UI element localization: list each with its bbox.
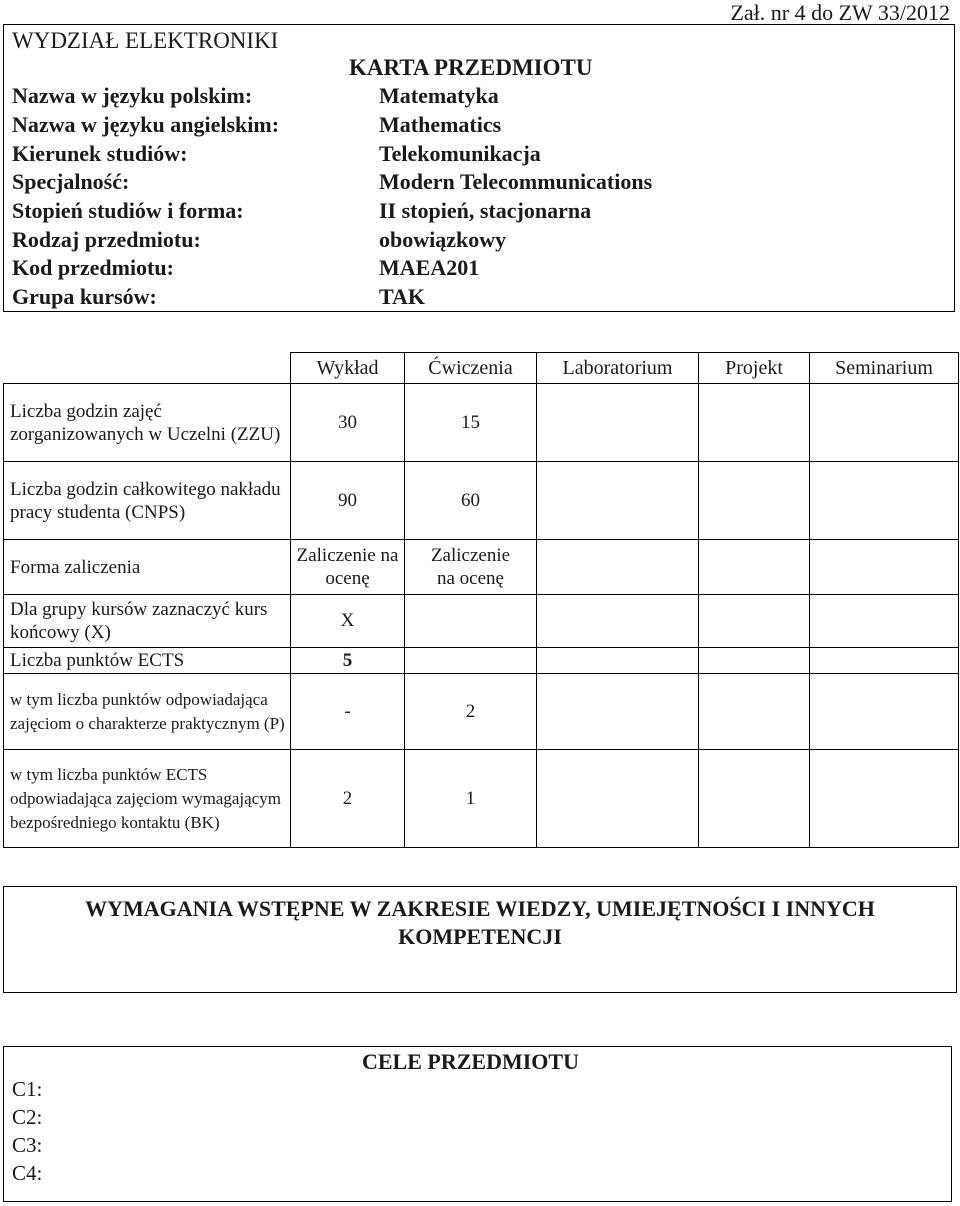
table-cell: 30: [291, 384, 405, 462]
table-row: [4, 750, 959, 848]
table-cell: [810, 750, 959, 848]
header-row-label: Nazwa w języku angielskim:: [12, 112, 280, 137]
prerequisites-title: WYMAGANIA WSTĘPNE W ZAKRESIE WIEDZY, UMIEJĘTNOŚCI I INNYCH KOMPETENCJI: [85, 896, 875, 949]
header-row-value: Modern Telecommunications: [379, 169, 653, 194]
table-cell: [699, 384, 810, 462]
objectives-box: [3, 1046, 952, 1202]
header-row-label: Specjalność:: [12, 169, 130, 194]
column-header-project: Projekt: [699, 353, 810, 384]
row-label: Dla grupy kursów zaznaczyć kurs końcowy (X): [4, 595, 291, 648]
table-cell: 5: [291, 648, 405, 674]
row-label: Liczba punktów ECTS: [4, 648, 291, 674]
faculty-name: WYDZIAŁ ELEKTRONIKI: [12, 28, 279, 53]
objectives-title: CELE PRZEDMIOTU: [362, 1049, 579, 1074]
header-row-label: Kierunek studiów:: [12, 141, 188, 166]
prerequisites-box: [3, 886, 957, 993]
attachment-note: Zał. nr 4 do ZW 33/2012: [730, 0, 950, 25]
table-corner-cell: [4, 353, 291, 384]
table-cell: 60: [405, 462, 537, 540]
table-header-row: [4, 353, 959, 384]
table-row: [4, 674, 959, 750]
table-cell: X: [291, 595, 405, 648]
table-cell: [810, 674, 959, 750]
table-cell: [810, 540, 959, 595]
table-row: [4, 384, 959, 462]
column-header-laboratory: Laboratorium: [537, 353, 699, 384]
table-cell: [537, 540, 699, 595]
hours-table: [3, 352, 959, 848]
table-cell: 1: [405, 750, 537, 848]
table-cell: [699, 750, 810, 848]
row-label: Liczba godzin zajęć zorganizowanych w Uczelni (ZZU): [4, 384, 291, 462]
table-cell: [537, 595, 699, 648]
objective-item: C3:: [12, 1133, 43, 1157]
header-row-value: TAK: [379, 284, 426, 309]
header-row-value: obowiązkowy: [379, 227, 507, 252]
table-cell: [405, 595, 537, 648]
table-cell: [699, 462, 810, 540]
table-cell: [810, 462, 959, 540]
header-row-value: II stopień, stacjonarna: [379, 198, 592, 223]
header-row-value: MAEA201: [379, 255, 480, 280]
header-row-label: Kod przedmiotu:: [12, 255, 174, 280]
table-cell: [405, 648, 537, 674]
column-header-seminar: Seminarium: [810, 353, 959, 384]
table-cell: 90: [291, 462, 405, 540]
table-cell: [537, 648, 699, 674]
header-row-value: Matematyka: [379, 83, 499, 108]
card-title: KARTA PRZEDMIOTU: [349, 55, 593, 80]
table-cell: [537, 462, 699, 540]
table-row: [4, 595, 959, 648]
table-cell: [699, 648, 810, 674]
table-row: [4, 648, 959, 674]
objective-item: C4:: [12, 1161, 43, 1185]
header-row-value: Telekomunikacja: [379, 141, 541, 166]
table-cell: [810, 648, 959, 674]
table-cell: [537, 674, 699, 750]
objectives-list: [12, 1075, 42, 1187]
row-label: w tym liczba punktów ECTS odpowiadająca zajęciom wymagającym bezpośredniego kontaktu (BK): [4, 750, 291, 848]
table-cell: 2: [291, 750, 405, 848]
course-header-box: [3, 24, 955, 312]
table-cell: 15: [405, 384, 537, 462]
table-cell: [537, 750, 699, 848]
table-cell: [699, 674, 810, 750]
header-row-label: Stopień studiów i forma:: [12, 198, 244, 223]
row-label: w tym liczba punktów odpowiadająca zajęciom o charakterze praktycznym (P): [4, 674, 291, 750]
row-label: Forma zaliczenia: [4, 540, 291, 595]
objective-item: C2:: [12, 1105, 43, 1129]
header-row-value: Mathematics: [379, 112, 502, 137]
table-cell: [810, 595, 959, 648]
column-header-exercises: Ćwiczenia: [405, 353, 537, 384]
table-cell: [537, 384, 699, 462]
header-row-label: Grupa kursów:: [12, 284, 157, 309]
table-cell: [810, 384, 959, 462]
row-label: Liczba godzin całkowitego nakładu pracy studenta (CNPS): [4, 462, 291, 540]
table-cell: Zaliczenie na ocenę: [291, 540, 405, 595]
header-row-label: Nazwa w języku polskim:: [12, 83, 253, 108]
table-row: [4, 540, 959, 595]
table-cell: [699, 540, 810, 595]
table-cell: -: [291, 674, 405, 750]
column-header-lecture: Wykład: [291, 353, 405, 384]
objective-item: C1:: [12, 1077, 43, 1101]
table-row: [4, 462, 959, 540]
header-row-label: Rodzaj przedmiotu:: [12, 227, 201, 252]
table-cell: 2: [405, 674, 537, 750]
table-cell: [699, 595, 810, 648]
table-cell: Zaliczenie na ocenę: [405, 540, 537, 595]
